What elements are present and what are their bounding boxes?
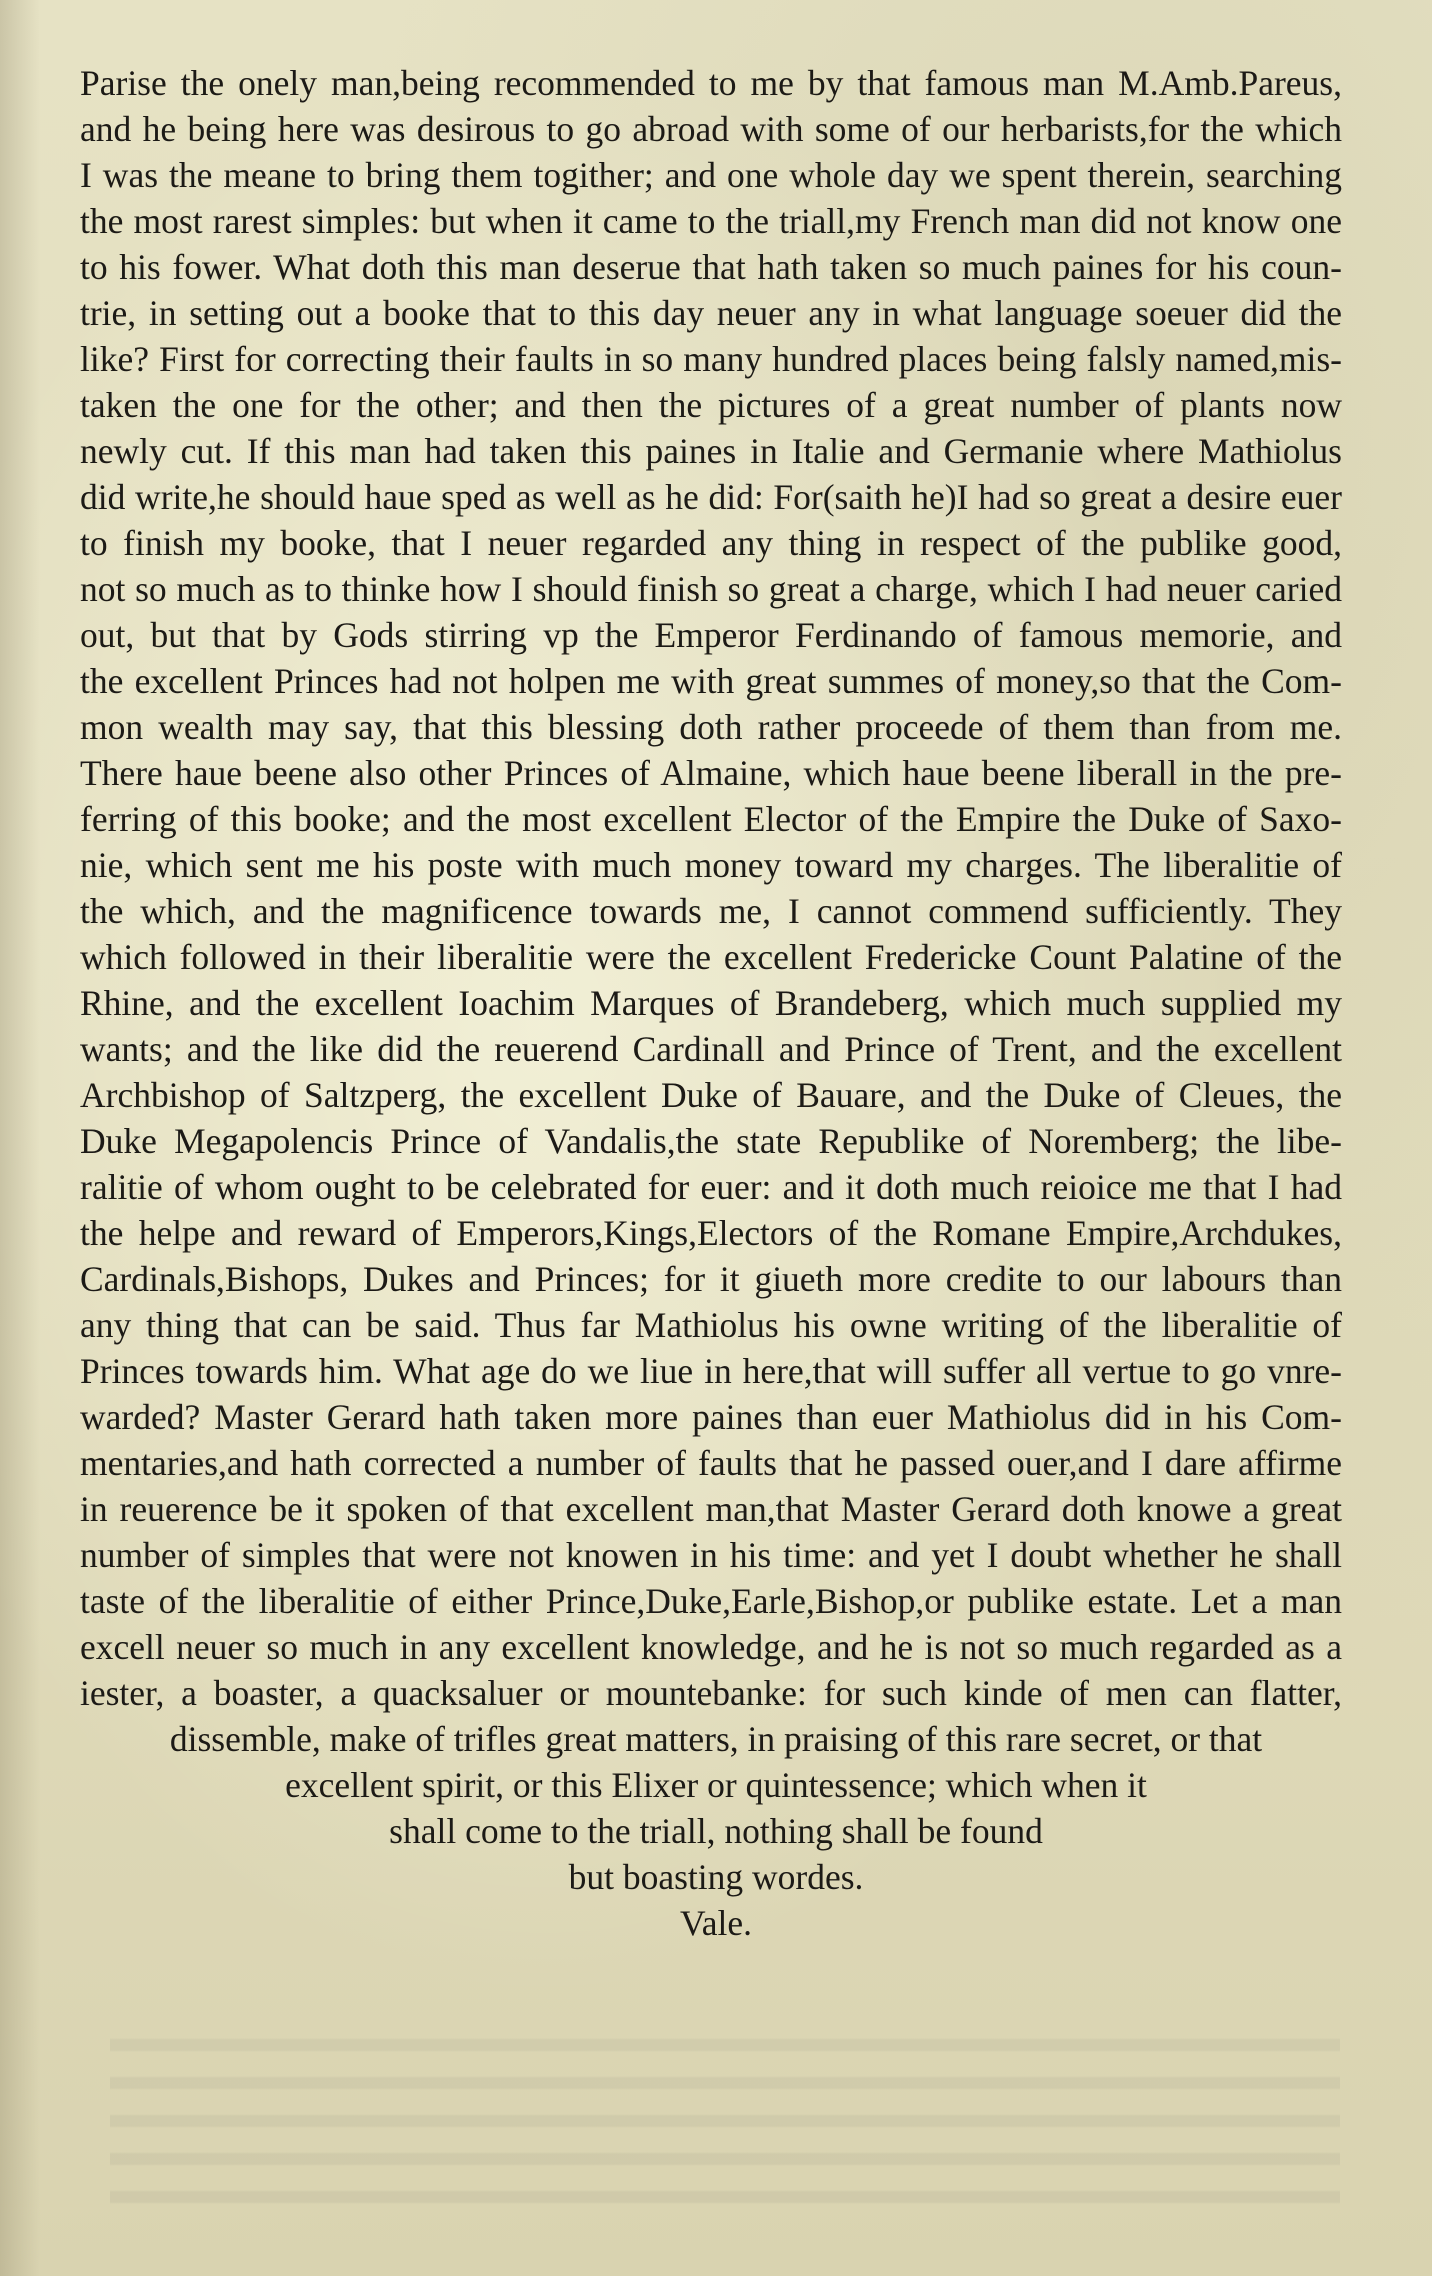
text-line: I was the meane to bring them togither; and one whole day we spent therein, searching: [80, 155, 1342, 195]
text-line: the helpe and reward of Emperors,Kings,Electors of the Romane Empire,Archdukes,: [80, 1213, 1342, 1253]
text-line: ralitie of whom ought to be celebrated for euer: and it doth much reioice me that I had: [80, 1167, 1342, 1207]
text-line: number of simples that were not knowen in his time: and yet I doubt whether he shall: [80, 1535, 1342, 1575]
text-line: Cardinals,Bishops, Dukes and Princes; for it giueth more credite to our labours than: [80, 1259, 1342, 1299]
text-line: ferring of this booke; and the most excellent Elector of the Empire the Duke of Saxo-: [80, 799, 1342, 839]
reverse-side-bleed-through: [110, 2020, 1340, 2220]
text-line: nie, which sent me his poste with much money toward my charges. The liberalitie of: [80, 845, 1342, 885]
text-line: taste of the liberalitie of either Prince,Duke,Earle,Bishop,or publike estate. Let a man: [80, 1581, 1342, 1621]
text-line: like? First for correcting their faults in so many hundred places being falsly named,mis-: [80, 339, 1342, 379]
text-line-centered: excellent spirit, or this Elixer or quintessence; which when it: [285, 1765, 1147, 1805]
text-line: and he being here was desirous to go abroad with some of our herbarists,for the which: [80, 109, 1342, 149]
text-line-centered: shall come to the triall, nothing shall be found: [389, 1811, 1043, 1851]
text-line: the most rarest simples: but when it came to the triall,my French man did not know one: [80, 201, 1342, 241]
text-line: mon wealth may say, that this blessing doth rather proceede of them than from me.: [80, 707, 1342, 747]
text-line: Duke Megapolencis Prince of Vandalis,the state Republike of Noremberg; the libe-: [80, 1121, 1342, 1161]
text-line: the which, and the magnificence towards me, I cannot commend sufficiently. They: [80, 891, 1342, 931]
text-line: Archbishop of Saltzperg, the excellent Duke of Bauare, and the Duke of Cleues, the: [80, 1075, 1342, 1115]
text-line: not so much as to thinke how I should finish so great a charge, which I had neuer caried: [80, 569, 1342, 609]
text-line: Princes towards him. What age do we liue in here,that will suffer all vertue to go vnre-: [80, 1351, 1342, 1391]
text-line-centered: but boasting wordes.: [568, 1857, 864, 1897]
text-line: to finish my booke, that I neuer regarded any thing in respect of the publike good,: [80, 523, 1342, 563]
text-line: Rhine, and the excellent Ioachim Marques of Brandeberg, which much supplied my: [80, 983, 1342, 1023]
text-line: in reuerence be it spoken of that excellent man,that Master Gerard doth knowe a great: [80, 1489, 1342, 1529]
text-line: trie, in setting out a booke that to this day neuer any in what language soeuer did the: [80, 293, 1342, 333]
text-line: which followed in their liberalitie were the excellent Fredericke Count Palatine of the: [80, 937, 1342, 977]
text-line: wants; and the like did the reuerend Cardinall and Prince of Trent, and the excellent: [80, 1029, 1342, 1069]
closing-vale: Vale.: [680, 1903, 752, 1943]
text-line: warded? Master Gerard hath taken more paines than euer Mathiolus did in his Com-: [80, 1397, 1342, 1437]
text-line: to his fower. What doth this man deserue that hath taken so much paines for his coun-: [80, 247, 1342, 287]
text-line: newly cut. If this man had taken this paines in Italie and Germanie where Mathiolus: [80, 431, 1342, 471]
text-line: the excellent Princes had not holpen me with great summes of money,so that the Com-: [80, 661, 1342, 701]
text-line: taken the one for the other; and then the pictures of a great number of plants now: [80, 385, 1342, 425]
text-line-centered: dissemble, make of trifles great matters, in praising of this rare secret, or that: [169, 1719, 1263, 1759]
text-line: mentaries,and hath corrected a number of faults that he passed ouer,and I dare affirme: [80, 1443, 1342, 1483]
text-line: There haue beene also other Princes of Almaine, which haue beene liberall in the pre-: [80, 753, 1342, 793]
text-line: out, but that by Gods stirring vp the Emperor Ferdinando of famous memorie, and: [80, 615, 1342, 655]
text-line: any thing that can be said. Thus far Mathiolus his owne writing of the liberalitie of: [80, 1305, 1342, 1345]
text-line: iester, a boaster, a quacksaluer or mountebanke: for such kinde of men can flatter,: [80, 1673, 1342, 1713]
text-line: excell neuer so much in any excellent knowledge, and he is not so much regarded as a: [80, 1627, 1342, 1667]
text-line: did write,he should haue sped as well as he did: For(saith he)I had so great a desire euer: [80, 477, 1342, 517]
text-line: Parise the onely man,being recommended to me by that famous man M.Amb.Pareus,: [80, 63, 1342, 103]
